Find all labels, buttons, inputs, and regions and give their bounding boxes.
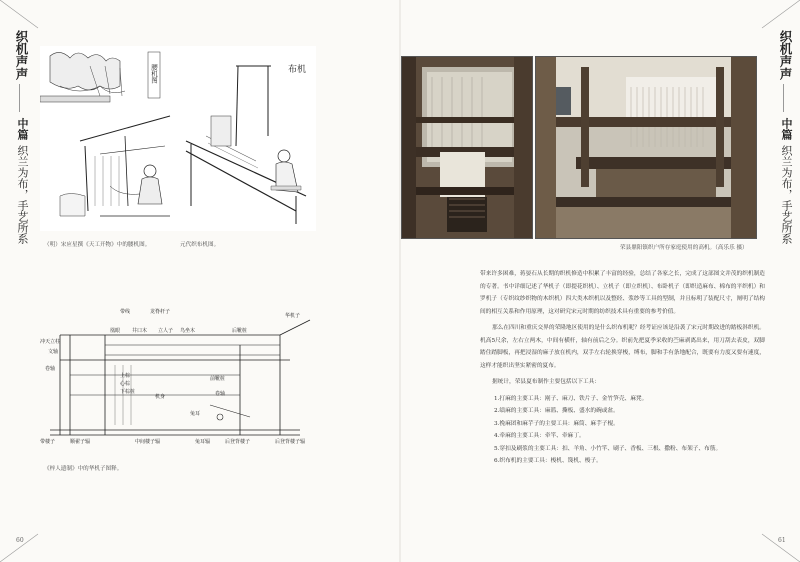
cloth-loom-label: 布机 xyxy=(288,65,307,75)
svg-text:卷轴: 卷轴 xyxy=(215,391,226,397)
svg-text:中间楼子辐: 中间楼子辐 xyxy=(135,439,161,445)
svg-text:前靴桩: 前靴桩 xyxy=(210,376,226,382)
svg-text:顺翟子辐: 顺翟子辐 xyxy=(70,439,91,445)
waist-loom-caption: （明）宋应星撰《天工开物》中的腰机图。 xyxy=(44,242,151,248)
waist-loom-label: 腰机图 xyxy=(150,64,158,84)
paragraph-1: 带来许多困难，蒋晏石从长期的织机修造中积累了丰富的经验，总结了各家之长，完成了这部图文并茂的织机制造的专著。书中详细记述了华机子（即提花织机）、立机子（即立织机）、布卧机子（即织造麻布、棉布的平织机）和罗机子（专织纹纱织物的木织机）四大类木织机以及整经、浆纱等工具的型制，并且标明了装配尺寸，阐明了结构间的相互关系和作用原理，这对研究宋元时期的纺织技术具有重要的参考价值。 xyxy=(480,271,765,315)
svg-text:华机子: 华机子 xyxy=(285,313,301,319)
left-side-subtitle2: 织兰为布，手艺所系 xyxy=(16,145,29,244)
cloth-loom-illustration xyxy=(176,46,316,231)
left-page-number: 60 xyxy=(16,537,24,544)
svg-text:后靴桩: 后靴桩 xyxy=(232,328,248,334)
tool-list xyxy=(480,393,765,468)
svg-text:后登背楼子辐: 后登背楼子辐 xyxy=(275,439,306,445)
svg-text:凰眼: 凰眼 xyxy=(110,328,121,334)
paragraph-3: 据统计，荣县夏布制作主要包括以下工具： xyxy=(492,379,601,385)
svg-text:井口木: 井口木 xyxy=(132,328,148,334)
svg-text:冲天立柱: 冲天立柱 xyxy=(40,339,61,345)
huajizi-diagram xyxy=(40,305,325,455)
svg-text:心棕: 心棕 xyxy=(120,381,131,387)
right-side-subtitle: 中篇 xyxy=(780,118,793,140)
svg-text:兔耳辐: 兔耳辐 xyxy=(195,439,211,445)
tool-item: 4.牵麻的主要工具：牵竿、牵麻丁。 xyxy=(494,433,585,439)
right-page-number: 61 xyxy=(778,537,786,544)
svg-text:鸟坐木: 鸟坐木 xyxy=(180,328,196,334)
left-corner-diagonals xyxy=(0,0,40,562)
svg-text:文轴: 文轴 xyxy=(48,349,59,355)
svg-text:卷轴: 卷轴 xyxy=(45,366,56,372)
waist-loom-illustration xyxy=(40,46,180,231)
tool-item: 6.织布机的主要工具：梭机、篾机、梭子。 xyxy=(494,458,602,464)
svg-text:龙脊杆子: 龙脊杆子 xyxy=(150,309,171,315)
right-side-rule xyxy=(783,84,784,112)
right-side-subtitle2: 织兰为布，手艺所系 xyxy=(780,145,793,244)
loom-photo-2 xyxy=(535,56,757,239)
svg-text:兔耳: 兔耳 xyxy=(190,411,201,417)
loom-photo-1 xyxy=(401,56,533,239)
left-side-title: 织机声声 xyxy=(14,30,29,80)
tool-item: 2.绩麻的主要工具：麻篮、撕板、盛水的碗或盆。 xyxy=(494,408,619,414)
tool-item: 5.穿扣及刷浆的主要工具：扣、羊角、小竹竿、刷子、香板、三根、撒粉、布架子、布筋。 xyxy=(494,445,722,452)
diagram-caption: 《梓人遗制》中的华机子图释。 xyxy=(44,466,123,472)
svg-text:立人子: 立人子 xyxy=(158,328,174,334)
tool-item: 3.挽麻团和麻芋子的主要工具：麻筒、麻芋子棍。 xyxy=(494,420,619,427)
tool-item: 1.打麻的主要工具：剐子、麻刀、铁片子、金竹笋壳、麻凳。 xyxy=(494,395,648,402)
cloth-loom-caption: 元代织布机图。 xyxy=(180,242,220,248)
body-text xyxy=(480,268,765,468)
svg-text:下棕桩: 下棕桩 xyxy=(120,389,136,395)
right-corner-diagonals xyxy=(760,0,800,562)
photo-caption: 荣县鼎阳镇织户所存家庭使用的高机。（高乐乐 摄） xyxy=(620,245,748,251)
svg-text:机身: 机身 xyxy=(155,394,166,400)
paragraph-2: 那么在四川和重庆交界的荣隆地区使用的是什么织布机呢？经考证应该是沿袭了宋元时期改进的踏板斜织机。机高5尺余，左右立两木，中间有横杆，轴有前后之分。织前先把夏季采收的苎麻剥离出来，用刀刮去表皮，双脚踏住踏脚板，再把浸湿的麻子放在机内，双手左右轮换穿梭，缚布，脚和手有条地配合，既要有力度又要有速度，这样才能织出坚实紧密的夏布。 xyxy=(480,325,765,369)
right-side-title: 织机声声 xyxy=(778,30,793,80)
left-side-subtitle: 中篇 xyxy=(16,118,29,140)
svg-text:上棕: 上棕 xyxy=(120,373,131,379)
svg-text:带楼子: 带楼子 xyxy=(40,439,56,445)
svg-text:带线: 带线 xyxy=(120,309,131,315)
svg-text:后登背楼子: 后登背楼子 xyxy=(225,439,251,445)
